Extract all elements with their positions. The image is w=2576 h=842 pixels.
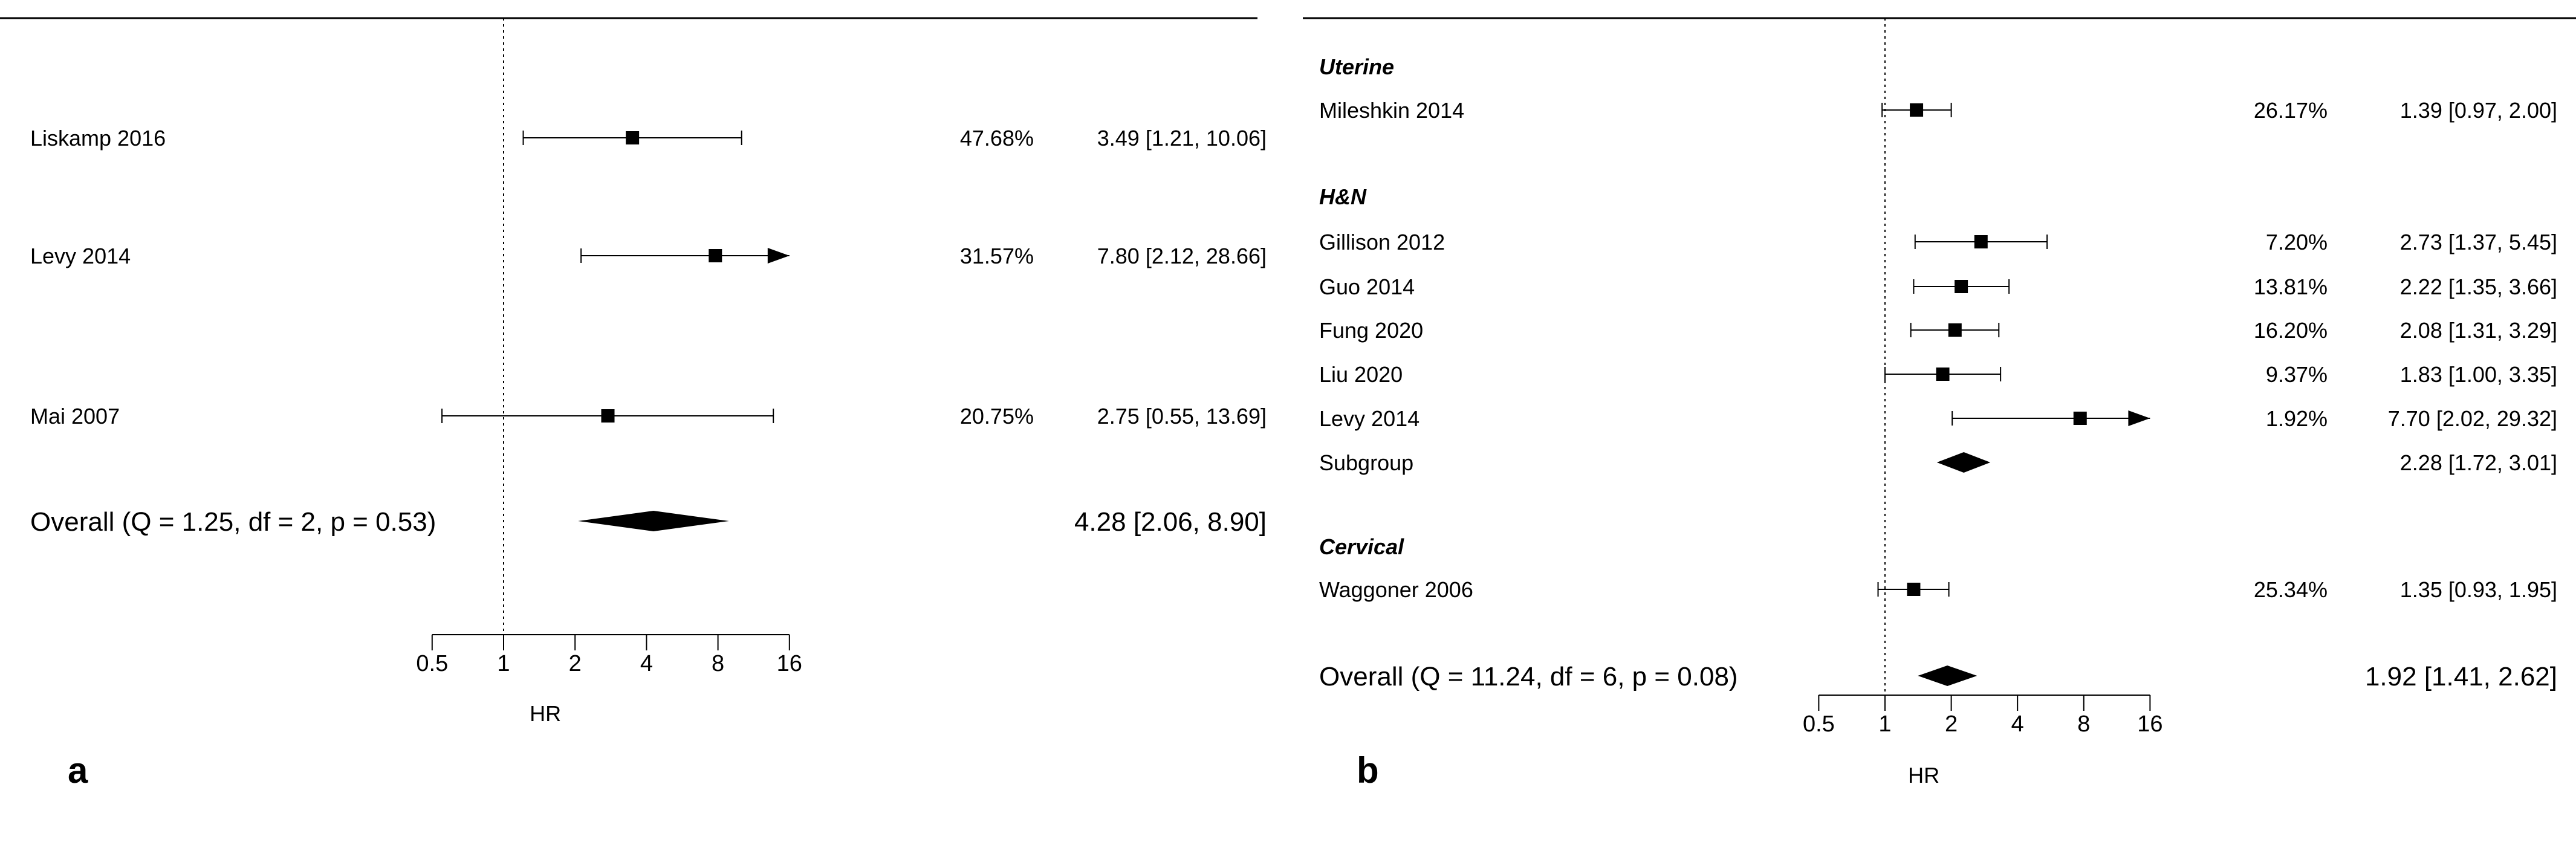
- study-weight: 26.17%: [2253, 98, 2328, 123]
- x-tick-label: 2: [568, 651, 582, 676]
- point-estimate: [1910, 103, 1923, 117]
- estimate-ci-text: 3.49 [1.21, 10.06]: [1097, 126, 1267, 151]
- study-label: Liu 2020: [1319, 362, 1403, 387]
- x-tick-label: 0.5: [416, 651, 449, 676]
- overall-estimate: 4.28 [2.06, 8.90]: [1074, 507, 1267, 537]
- x-tick-label: 4: [2011, 711, 2024, 737]
- study-weight: 47.68%: [959, 126, 1034, 151]
- point-estimate: [2074, 412, 2087, 425]
- point-estimate: [1936, 368, 1950, 381]
- x-tick-label: 1: [497, 651, 510, 676]
- x-tick-label: 4: [640, 651, 653, 676]
- forest-plot-panel-b: [1303, 18, 2576, 791]
- overall-estimate: 1.92 [1.41, 2.62]: [2364, 662, 2557, 691]
- estimate-ci-text: 7.80 [2.12, 28.66]: [1097, 244, 1267, 268]
- subgroup-label: Subgroup: [1319, 450, 1414, 475]
- estimate-ci-text: 2.22 [1.35, 3.66]: [2399, 274, 2557, 299]
- subgroup-heading: Uterine: [1319, 54, 1395, 79]
- panel-label: b: [1357, 750, 1379, 791]
- subgroup-heading: Cervical: [1319, 534, 1404, 559]
- point-estimate: [1907, 583, 1920, 596]
- estimate-ci-text: 2.73 [1.37, 5.45]: [2399, 230, 2557, 254]
- estimate-ci-text: 1.83 [1.00, 3.35]: [2399, 362, 2557, 387]
- study-label: Fung 2020: [1319, 318, 1424, 343]
- study-weight: 1.92%: [2265, 406, 2328, 431]
- point-estimate: [602, 409, 615, 423]
- study-weight: 9.37%: [2265, 362, 2328, 387]
- point-estimate: [1948, 323, 1962, 337]
- estimate-ci-text: 7.70 [2.02, 29.32]: [2387, 406, 2557, 431]
- overall-diamond: [578, 511, 729, 531]
- panel-label: a: [68, 750, 88, 791]
- study-label: Mai 2007: [30, 404, 120, 429]
- study-label: Mileshkin 2014: [1319, 98, 1465, 123]
- study-weight: 25.34%: [2253, 577, 2328, 602]
- estimate-ci-text: 1.39 [0.97, 2.00]: [2399, 98, 2557, 123]
- overall-label: Overall (Q = 11.24, df = 6, p = 0.08): [1319, 662, 1738, 691]
- study-weight: 7.20%: [2265, 230, 2328, 254]
- x-tick-label: 0.5: [1802, 711, 1835, 737]
- point-estimate: [1955, 280, 1968, 293]
- point-estimate: [709, 249, 722, 262]
- study-weight: 13.81%: [2253, 274, 2328, 299]
- study-label: Guo 2014: [1319, 274, 1415, 299]
- ci-arrow: [768, 248, 790, 264]
- x-tick-label: 8: [712, 651, 725, 676]
- study-label: Liskamp 2016: [30, 126, 166, 151]
- overall-diamond: [1918, 666, 1977, 686]
- ci-arrow: [2128, 410, 2150, 426]
- study-label: Waggoner 2006: [1319, 577, 1473, 602]
- study-label: Levy 2014: [1319, 406, 1420, 431]
- study-label: Gillison 2012: [1319, 230, 1445, 254]
- estimate-ci-text: 2.08 [1.31, 3.29]: [2399, 318, 2557, 343]
- estimate-ci-text: 2.28 [1.72, 3.01]: [2399, 450, 2557, 475]
- x-tick-label: 16: [2137, 711, 2163, 737]
- study-weight: 20.75%: [959, 404, 1034, 429]
- point-estimate: [1974, 235, 1988, 248]
- study-label: Levy 2014: [30, 244, 131, 268]
- subgroup-diamond: [1937, 452, 1990, 473]
- estimate-ci-text: 2.75 [0.55, 13.69]: [1097, 404, 1267, 429]
- x-tick-label: 1: [1878, 711, 1892, 737]
- x-tick-label: 2: [1945, 711, 1958, 737]
- x-tick-label: 16: [776, 651, 802, 676]
- study-weight: 16.20%: [2253, 318, 2328, 343]
- x-axis-title: HR: [530, 701, 562, 726]
- estimate-ci-text: 1.35 [0.93, 1.95]: [2399, 577, 2557, 602]
- x-axis-title: HR: [1908, 763, 1940, 788]
- forest-plot-panel-a: [0, 18, 1267, 791]
- x-tick-label: 8: [2077, 711, 2091, 737]
- subgroup-heading: H&N: [1319, 184, 1366, 209]
- point-estimate: [626, 131, 639, 144]
- study-weight: 31.57%: [959, 244, 1034, 268]
- overall-label: Overall (Q = 1.25, df = 2, p = 0.53): [30, 507, 436, 537]
